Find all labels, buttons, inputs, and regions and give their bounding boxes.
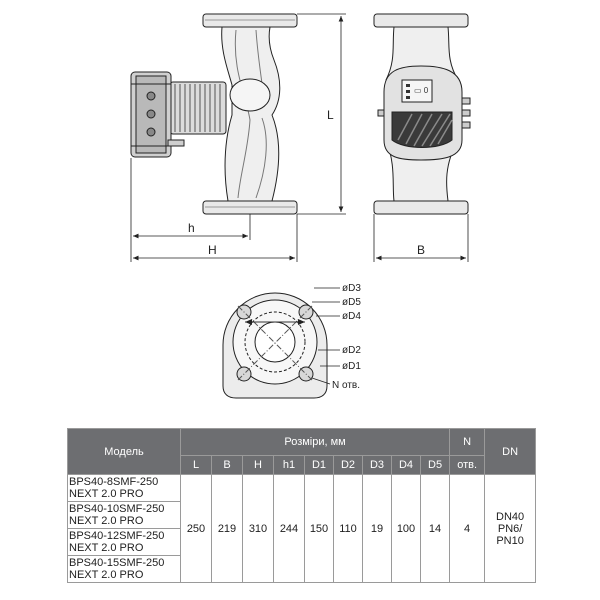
model-name — [68, 502, 181, 529]
dimensions-table — [67, 428, 536, 583]
header-model: Модель — [68, 429, 181, 475]
model-name — [68, 529, 181, 556]
callout-n-holes: N отв. — [332, 380, 361, 391]
header-col-D3: D3 — [363, 456, 392, 475]
model-name-line2: NEXT 2.0 PRO — [69, 569, 144, 581]
header-col-D1: D1 — [305, 456, 334, 475]
table-row — [68, 475, 536, 502]
dn-line2: PN6/ — [497, 522, 523, 535]
dn-line3: PN10 — [496, 534, 524, 547]
header-col-D4: D4 — [392, 456, 421, 475]
svg-text:▭ 0: ▭ 0 — [414, 86, 429, 95]
model-name-line2: NEXT 2.0 PRO — [69, 515, 144, 527]
header-dimensions: Розміри, мм — [181, 429, 450, 456]
value-n-holes: 4 — [450, 475, 485, 583]
header-col-H: H — [243, 456, 274, 475]
value-h1: 244 — [274, 475, 305, 583]
callout-d4: øD4 — [342, 311, 361, 322]
model-name-line2: NEXT 2.0 PRO — [69, 542, 144, 554]
dim-H-label: H — [208, 243, 217, 257]
model-name-line1: BPS40-12SMF-250 — [69, 530, 165, 542]
value-D4: 100 — [392, 475, 421, 583]
dim-B-label: B — [417, 243, 426, 257]
header-col-L: L — [181, 456, 212, 475]
value-dn — [485, 475, 536, 583]
model-name — [68, 475, 181, 502]
model-name-line2: NEXT 2.0 PRO — [69, 488, 144, 500]
header-col-h1: h1 — [274, 456, 305, 475]
value-H: 310 — [243, 475, 274, 583]
value-B: 219 — [212, 475, 243, 583]
header-col-D2: D2 — [334, 456, 363, 475]
header-n-top: N — [450, 429, 485, 456]
value-D1: 150 — [305, 475, 334, 583]
header-dn: DN — [485, 429, 536, 475]
flange-view — [223, 288, 340, 398]
model-name-line1: BPS40-10SMF-250 — [69, 503, 165, 515]
model-name — [68, 556, 181, 583]
callout-d3: øD3 — [342, 283, 361, 294]
front-view — [374, 14, 470, 214]
value-D5: 14 — [421, 475, 450, 583]
header-col-D5: D5 — [421, 456, 450, 475]
side-view — [131, 14, 297, 214]
header-n-bottom: отв. — [450, 456, 485, 475]
value-D2: 110 — [334, 475, 363, 583]
header-col-B: B — [212, 456, 243, 475]
dim-L-label: L — [327, 108, 334, 122]
dn-line1: DN40 — [496, 510, 525, 523]
model-name-line1: BPS40-8SMF-250 — [69, 476, 159, 488]
callout-d1: øD1 — [342, 361, 361, 372]
value-L: 250 — [181, 475, 212, 583]
model-name-line1: BPS40-15SMF-250 — [69, 557, 165, 569]
callout-d2: øD2 — [342, 345, 361, 356]
value-D3: 19 — [363, 475, 392, 583]
dim-h-label: h — [188, 221, 195, 235]
callout-d5: øD5 — [342, 297, 361, 308]
